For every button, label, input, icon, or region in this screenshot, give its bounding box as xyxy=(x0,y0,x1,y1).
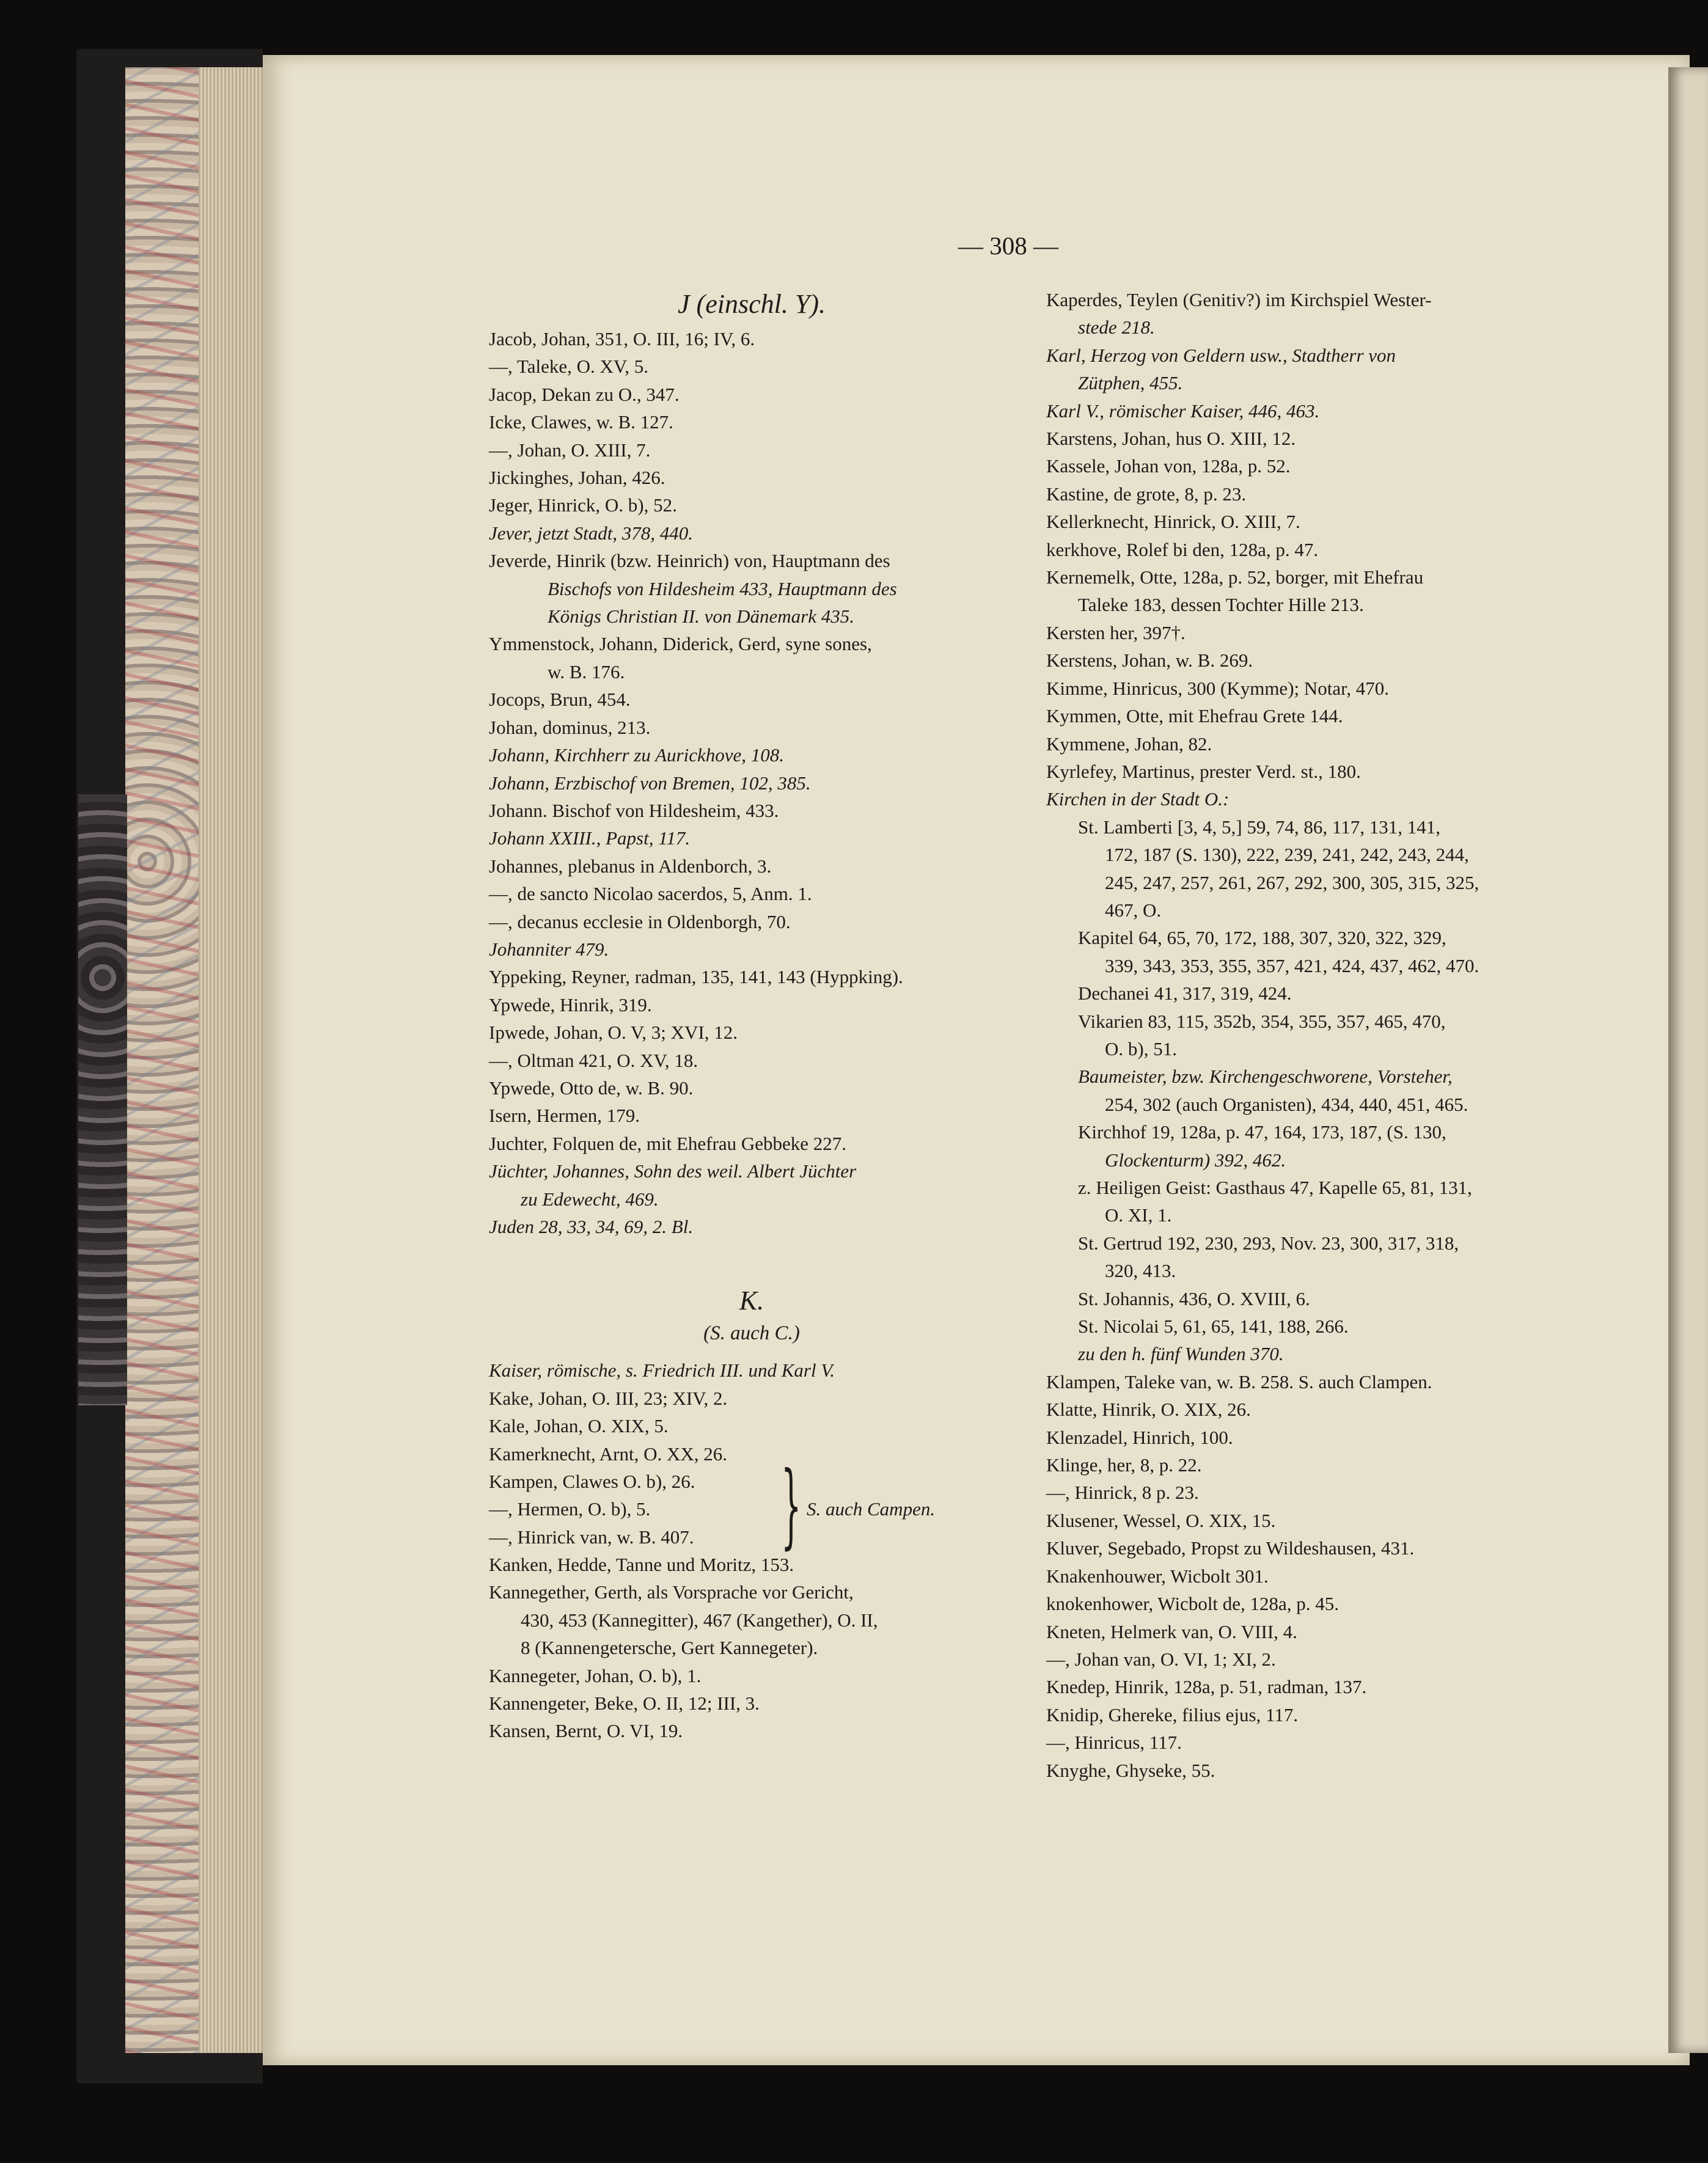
index-entry: —, Johan van, O. VI, 1; XI, 2. xyxy=(1046,1648,1276,1670)
index-entry: Johan, dominus, 213. xyxy=(489,716,651,738)
marbled-cover-edge xyxy=(78,794,127,1405)
index-entry: —, Hinricus, 117. xyxy=(1046,1732,1182,1754)
index-entry-continuation: 339, 343, 353, 355, 357, 421, 424, 437, 462, 470. xyxy=(1105,954,1479,976)
index-entry: Knedep, Hinrik, 128a, p. 51, radman, 137. xyxy=(1046,1676,1367,1698)
index-entry-continuation: O. b), 51. xyxy=(1105,1038,1177,1060)
index-entry-continuation: 245, 247, 257, 261, 267, 292, 300, 305, 315, 325, xyxy=(1105,871,1479,893)
index-entry: Kerstens, Johan, w. B. 269. xyxy=(1046,650,1253,672)
index-entry: Kamerknecht, Arnt, O. XX, 26. xyxy=(489,1443,727,1465)
index-entry-continuation: zu Edewecht, 469. xyxy=(521,1188,659,1210)
index-entry: Kanken, Hedde, Tanne und Moritz, 153. xyxy=(489,1554,794,1576)
index-entry: Kannegether, Gerth, als Vorsprache vor Gericht, xyxy=(489,1581,854,1603)
index-entry-continuation: 172, 187 (S. 130), 222, 239, 241, 242, 243, 244, xyxy=(1105,844,1469,866)
index-entry: —, Johan, O. XIII, 7. xyxy=(489,439,651,461)
index-subentry: Kirchhof 19, 128a, p. 47, 164, 173, 187, (S. 130, xyxy=(1078,1121,1446,1143)
index-entry: —, Hermen, O. b), 5. xyxy=(489,1498,651,1520)
index-entry: kerkhove, Rolef bi den, 128a, p. 47. xyxy=(1046,538,1319,560)
index-subentry: Baumeister, bzw. Kirchengeschworene, Vorsteher, xyxy=(1078,1066,1453,1088)
index-entry: Karl, Herzog von Geldern usw., Stadtherr von xyxy=(1046,344,1396,366)
index-entry: Icke, Clawes, w. B. 127. xyxy=(489,411,673,433)
index-entry-continuation: Taleke 183, dessen Tochter Hille 213. xyxy=(1078,594,1364,616)
index-entry: knokenhower, Wicbolt de, 128a, p. 45. xyxy=(1046,1593,1340,1615)
index-entry-continuation: Bischofs von Hildesheim 433, Hauptmann des xyxy=(548,577,897,599)
index-entry: Kellerknecht, Hinrick, O. XIII, 7. xyxy=(1046,511,1300,533)
index-entry: Kneten, Helmerk van, O. VIII, 4. xyxy=(1046,1620,1297,1642)
index-entry: Ypwede, Otto de, w. B. 90. xyxy=(489,1077,694,1099)
index-entry-continuation: 8 (Kannengetersche, Gert Kannegeter). xyxy=(521,1637,818,1659)
index-entry: —, Hinrick, 8 p. 23. xyxy=(1046,1482,1199,1504)
index-entry: Kimme, Hinricus, 300 (Kymme); Notar, 470. xyxy=(1046,677,1389,699)
section-heading-k: K. xyxy=(739,1286,764,1316)
index-entry: Klenzadel, Hinrich, 100. xyxy=(1046,1426,1233,1448)
index-entry: Yppeking, Reyner, radman, 135, 141, 143 (Hyppking). xyxy=(489,966,903,988)
index-entry: Jüchter, Johannes, Sohn des weil. Albert Jüchter xyxy=(489,1160,857,1182)
index-entry-continuation: 254, 302 (auch Organisten), 434, 440, 451, 465. xyxy=(1105,1093,1468,1115)
index-entry: Kaiser, römische, s. Friedrich III. und Karl V. xyxy=(489,1360,835,1382)
index-entry: Johann, Erzbischof von Bremen, 102, 385. xyxy=(489,772,811,794)
index-entry: Isern, Hermen, 179. xyxy=(489,1105,640,1127)
index-entry: Johann XXIII., Papst, 117. xyxy=(489,827,691,849)
section-heading-j: J (einschl. Y). xyxy=(678,289,826,319)
index-entry: —, Oltman 421, O. XV, 18. xyxy=(489,1049,698,1071)
index-entry: Jever, jetzt Stadt, 378, 440. xyxy=(489,522,694,544)
index-entry: Kaperdes, Teylen (Genitiv?) im Kirchspiel Wester- xyxy=(1046,289,1432,310)
index-entry: Knidip, Ghereke, filius ejus, 117. xyxy=(1046,1704,1299,1726)
index-entry: Kansen, Bernt, O. VI, 19. xyxy=(489,1720,683,1742)
index-subentry: Vikarien 83, 115, 352b, 354, 355, 357, 465, 470, xyxy=(1078,1010,1446,1032)
index-entry: Ipwede, Johan, O. V, 3; XVI, 12. xyxy=(489,1022,738,1044)
index-entry: Karl V., römischer Kaiser, 446, 463. xyxy=(1046,400,1320,422)
page-number: — 308 — xyxy=(958,232,1058,260)
index-subentry: Kapitel 64, 65, 70, 172, 188, 307, 320, 322, 329, xyxy=(1078,927,1446,949)
index-entry: Johann. Bischof von Hildesheim, 433. xyxy=(489,799,779,821)
index-entry: Kyrlefey, Martinus, prester Verd. st., 180. xyxy=(1046,760,1361,782)
index-entry-continuation: O. XI, 1. xyxy=(1105,1204,1172,1226)
kampen-cross-reference: S. auch Campen. xyxy=(807,1498,936,1520)
index-entry: Johann, Kirchherr zu Aurickhove, 108. xyxy=(489,744,785,766)
index-entry: Johannes, plebanus in Aldenborch, 3. xyxy=(489,855,772,877)
index-entry: Kymmen, Otte, mit Ehefrau Grete 144. xyxy=(1046,705,1343,727)
index-entry: Kirchen in der Stadt O.: xyxy=(1046,788,1230,810)
index-entry: Knyghe, Ghyseke, 55. xyxy=(1046,1759,1215,1781)
index-subentry: St. Nicolai 5, 61, 65, 141, 188, 266. xyxy=(1078,1316,1349,1338)
index-entry: Jocops, Brun, 454. xyxy=(489,689,631,711)
index-entry: Kluver, Segebado, Propst zu Wildeshausen, 431. xyxy=(1046,1537,1415,1559)
index-column-right xyxy=(1046,286,1569,1784)
index-entry: Klampen, Taleke van, w. B. 258. S. auch Clampen. xyxy=(1046,1371,1432,1393)
index-entry: Kernemelk, Otte, 128a, p. 52, borger, mit Ehefrau xyxy=(1046,566,1424,588)
index-entry-continuation: stede 218. xyxy=(1078,317,1155,339)
index-entry: Jacop, Dekan zu O., 347. xyxy=(489,383,680,405)
index-entry: Juden 28, 33, 34, 69, 2. Bl. xyxy=(489,1216,694,1237)
index-entry: Kymmene, Johan, 82. xyxy=(1046,733,1212,755)
index-entry: Kannengeter, Beke, O. II, 12; III, 3. xyxy=(489,1693,760,1715)
section-subheading-k: (S. auch C.) xyxy=(703,1322,800,1345)
index-column-left xyxy=(489,286,1014,1745)
index-entry: Klusener, Wessel, O. XIX, 15. xyxy=(1046,1509,1276,1531)
index-entry-continuation: 467, O. xyxy=(1105,899,1162,921)
index-entry-continuation: w. B. 176. xyxy=(548,661,625,683)
index-entry: Jickinghes, Johan, 426. xyxy=(489,467,665,489)
index-entry: Karstens, Johan, hus O. XIII, 12. xyxy=(1046,428,1296,450)
index-entry: Klatte, Hinrik, O. XIX, 26. xyxy=(1046,1399,1251,1421)
index-subentry: zu den h. fünf Wunden 370. xyxy=(1078,1343,1284,1365)
index-entry: Kersten her, 397†. xyxy=(1046,621,1186,643)
index-entry: Jeger, Hinrick, O. b), 52. xyxy=(489,494,677,516)
index-entry: Knakenhouwer, Wicbolt 301. xyxy=(1046,1565,1269,1587)
index-entry: Kastine, de grote, 8, p. 23. xyxy=(1046,483,1247,505)
index-entry-continuation: 320, 413. xyxy=(1105,1260,1176,1282)
index-entry: Juchter, Folquen de, mit Ehefrau Gebbeke 227. xyxy=(489,1132,847,1154)
marbled-page-edge xyxy=(125,67,199,2053)
index-subentry: St. Lamberti [3, 4, 5,] 59, 74, 86, 117, 131, 141, xyxy=(1078,816,1440,838)
index-subentry: z. Heiligen Geist: Gasthaus 47, Kapelle 65, 81, 131, xyxy=(1078,1177,1472,1198)
index-entry: —, decanus ecclesie in Oldenborgh, 70. xyxy=(489,910,791,932)
index-entry: —, Hinrick van, w. B. 407. xyxy=(489,1526,694,1548)
page-stack-edge xyxy=(199,67,263,2053)
index-subentry: Dechanei 41, 317, 319, 424. xyxy=(1078,983,1292,1005)
facing-page-edge xyxy=(1668,67,1708,2053)
index-entry: Kale, Johan, O. XIX, 5. xyxy=(489,1415,669,1437)
index-subentry: St. Johannis, 436, O. XVIII, 6. xyxy=(1078,1287,1310,1309)
index-entry: Kannegeter, Johan, O. b), 1. xyxy=(489,1664,702,1686)
index-entry: Jacob, Johan, 351, O. III, 16; IV, 6. xyxy=(489,328,755,350)
index-entry: —, Taleke, O. XV, 5. xyxy=(489,356,649,378)
index-entry: Jeverde, Hinrik (bzw. Heinrich) von, Hauptmann des xyxy=(489,550,890,572)
index-entry-continuation: 430, 453 (Kannegitter), 467 (Kangether), O. II, xyxy=(521,1609,878,1631)
index-entry: Kassele, Johan von, 128a, p. 52. xyxy=(1046,455,1291,477)
right-brace-icon: } xyxy=(781,1452,802,1559)
index-entry: —, de sancto Nicolao sacerdos, 5, Anm. 1. xyxy=(489,883,812,905)
index-entry-continuation: Glockenturm) 392, 462. xyxy=(1105,1149,1286,1171)
index-entry: Ymmenstock, Johann, Diderick, Gerd, syne sones, xyxy=(489,633,872,655)
index-entry: Klinge, her, 8, p. 22. xyxy=(1046,1454,1202,1476)
index-entry: Johanniter 479. xyxy=(489,938,609,960)
index-entry: Ypwede, Hinrik, 319. xyxy=(489,994,652,1016)
index-subentry: St. Gertrud 192, 230, 293, Nov. 23, 300, 317, 318, xyxy=(1078,1232,1459,1254)
index-entry-continuation: Zütphen, 455. xyxy=(1078,372,1183,394)
index-entry: Kake, Johan, O. III, 23; XIV, 2. xyxy=(489,1387,728,1409)
index-entry-continuation: Königs Christian II. von Dänemark 435. xyxy=(548,606,855,628)
index-entry: Kampen, Clawes O. b), 26. xyxy=(489,1471,695,1493)
